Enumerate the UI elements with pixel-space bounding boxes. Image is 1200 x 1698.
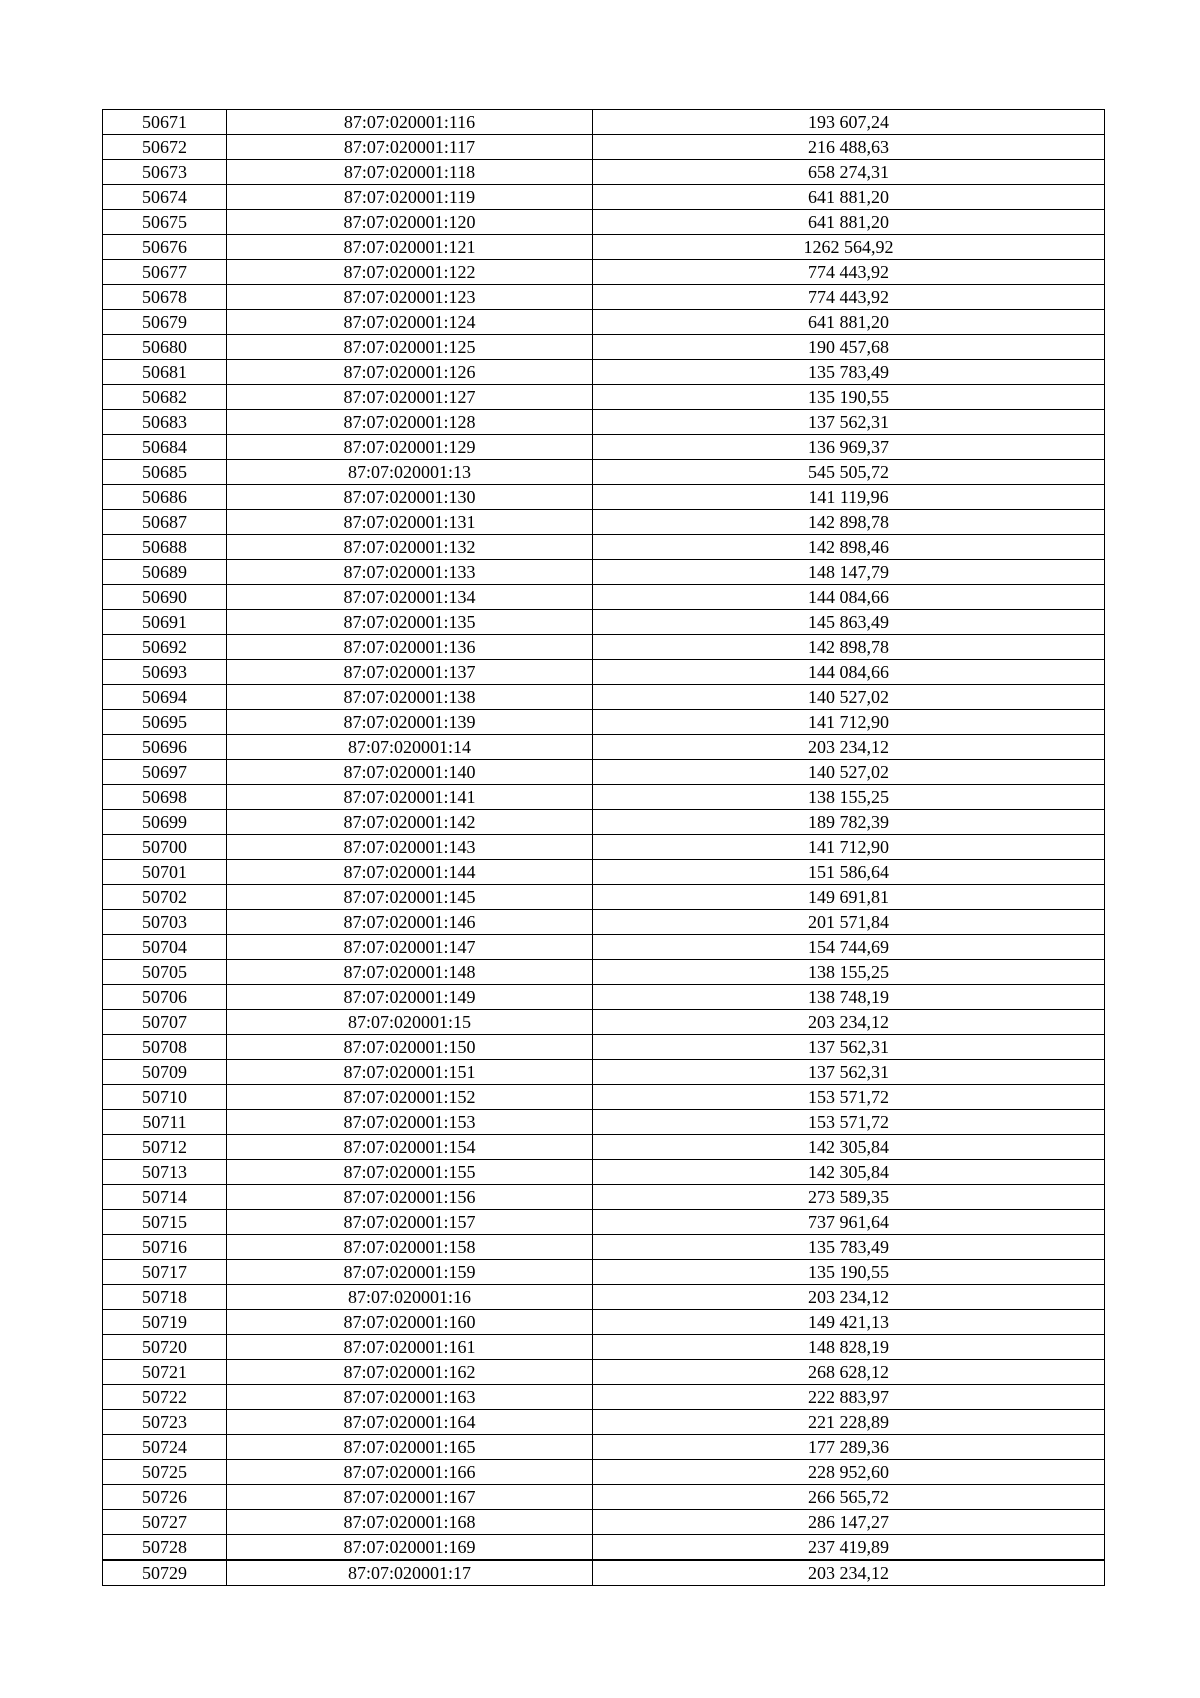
value-cell: 153 571,72: [593, 1085, 1105, 1110]
cadastral-number-cell: 87:07:020001:130: [227, 485, 593, 510]
value-cell: 545 505,72: [593, 460, 1105, 485]
value-cell: 193 607,24: [593, 110, 1105, 135]
row-number-cell: 50709: [103, 1060, 227, 1085]
table-row: [103, 1410, 1105, 1435]
table-row: [103, 460, 1105, 485]
value-cell: 142 305,84: [593, 1160, 1105, 1185]
value-cell: 135 190,55: [593, 1260, 1105, 1285]
cadastral-number-cell: 87:07:020001:162: [227, 1360, 593, 1385]
table-row: [103, 1185, 1105, 1210]
cadastral-number-cell: 87:07:020001:142: [227, 810, 593, 835]
cadastral-number-cell: 87:07:020001:120: [227, 210, 593, 235]
table-row: [103, 285, 1105, 310]
row-number-cell: 50721: [103, 1360, 227, 1385]
table-row: [103, 1485, 1105, 1510]
cadastral-number-cell: 87:07:020001:151: [227, 1060, 593, 1085]
row-number-cell: 50699: [103, 810, 227, 835]
table-row: [103, 785, 1105, 810]
value-cell: 641 881,20: [593, 210, 1105, 235]
value-cell: 641 881,20: [593, 310, 1105, 335]
table-row: [103, 935, 1105, 960]
cadastral-number-cell: 87:07:020001:134: [227, 585, 593, 610]
table-row: [103, 410, 1105, 435]
table-row: [103, 1085, 1105, 1110]
table-row: [103, 110, 1105, 135]
value-cell: 189 782,39: [593, 810, 1105, 835]
cadastral-number-cell: 87:07:020001:118: [227, 160, 593, 185]
cadastral-number-cell: 87:07:020001:167: [227, 1485, 593, 1510]
cadastral-number-cell: 87:07:020001:122: [227, 260, 593, 285]
cadastral-number-cell: 87:07:020001:156: [227, 1185, 593, 1210]
row-number-cell: 50676: [103, 235, 227, 260]
value-cell: 737 961,64: [593, 1210, 1105, 1235]
row-number-cell: 50715: [103, 1210, 227, 1235]
value-cell: 140 527,02: [593, 760, 1105, 785]
table-row: [103, 1135, 1105, 1160]
value-cell: 286 147,27: [593, 1510, 1105, 1535]
value-cell: 144 084,66: [593, 660, 1105, 685]
row-number-cell: 50718: [103, 1285, 227, 1310]
cadastral-number-cell: 87:07:020001:117: [227, 135, 593, 160]
value-cell: 142 898,78: [593, 510, 1105, 535]
row-number-cell: 50705: [103, 960, 227, 985]
table-row: [103, 660, 1105, 685]
cadastral-number-cell: 87:07:020001:16: [227, 1285, 593, 1310]
row-number-cell: 50687: [103, 510, 227, 535]
row-number-cell: 50710: [103, 1085, 227, 1110]
cadastral-number-cell: 87:07:020001:147: [227, 935, 593, 960]
row-number-cell: 50722: [103, 1385, 227, 1410]
cadastral-number-cell: 87:07:020001:17: [227, 1560, 593, 1586]
value-cell: 141 712,90: [593, 835, 1105, 860]
row-number-cell: 50723: [103, 1410, 227, 1435]
table-row: [103, 1360, 1105, 1385]
row-number-cell: 50711: [103, 1110, 227, 1135]
table-row: [103, 1510, 1105, 1535]
value-cell: 266 565,72: [593, 1485, 1105, 1510]
table-row: [103, 1260, 1105, 1285]
value-cell: 148 828,19: [593, 1335, 1105, 1360]
cadastral-number-cell: 87:07:020001:165: [227, 1435, 593, 1460]
value-cell: 273 589,35: [593, 1185, 1105, 1210]
value-cell: 153 571,72: [593, 1110, 1105, 1135]
row-number-cell: 50708: [103, 1035, 227, 1060]
table-row: [103, 135, 1105, 160]
value-cell: 237 419,89: [593, 1535, 1105, 1561]
cadastral-number-cell: 87:07:020001:131: [227, 510, 593, 535]
row-number-cell: 50688: [103, 535, 227, 560]
row-number-cell: 50697: [103, 760, 227, 785]
row-number-cell: 50680: [103, 335, 227, 360]
table-row: [103, 1010, 1105, 1035]
value-cell: 774 443,92: [593, 285, 1105, 310]
value-cell: 135 783,49: [593, 360, 1105, 385]
table-row: [103, 260, 1105, 285]
value-cell: 141 119,96: [593, 485, 1105, 510]
row-number-cell: 50677: [103, 260, 227, 285]
cadastral-number-cell: 87:07:020001:157: [227, 1210, 593, 1235]
value-cell: 138 155,25: [593, 785, 1105, 810]
cadastral-number-cell: 87:07:020001:125: [227, 335, 593, 360]
table-row: [103, 235, 1105, 260]
row-number-cell: 50671: [103, 110, 227, 135]
value-cell: 140 527,02: [593, 685, 1105, 710]
table-row: [103, 485, 1105, 510]
value-cell: 145 863,49: [593, 610, 1105, 635]
row-number-cell: 50713: [103, 1160, 227, 1185]
cadastral-number-cell: 87:07:020001:139: [227, 710, 593, 735]
cadastral-number-cell: 87:07:020001:152: [227, 1085, 593, 1110]
row-number-cell: 50729: [103, 1560, 227, 1586]
value-cell: 151 586,64: [593, 860, 1105, 885]
table-row: [103, 1235, 1105, 1260]
value-cell: 144 084,66: [593, 585, 1105, 610]
table-row: [103, 1460, 1105, 1485]
table-row: [103, 585, 1105, 610]
cadastral-value-table: [102, 109, 1105, 1586]
row-number-cell: 50728: [103, 1535, 227, 1561]
cadastral-number-cell: 87:07:020001:123: [227, 285, 593, 310]
table-row: [103, 910, 1105, 935]
cadastral-number-cell: 87:07:020001:154: [227, 1135, 593, 1160]
table-row: [103, 435, 1105, 460]
row-number-cell: 50703: [103, 910, 227, 935]
cadastral-number-cell: 87:07:020001:145: [227, 885, 593, 910]
row-number-cell: 50695: [103, 710, 227, 735]
row-number-cell: 50673: [103, 160, 227, 185]
value-cell: 137 562,31: [593, 1035, 1105, 1060]
row-number-cell: 50714: [103, 1185, 227, 1210]
cadastral-number-cell: 87:07:020001:159: [227, 1260, 593, 1285]
value-cell: 216 488,63: [593, 135, 1105, 160]
row-number-cell: 50720: [103, 1335, 227, 1360]
table-row: [103, 1210, 1105, 1235]
cadastral-number-cell: 87:07:020001:160: [227, 1310, 593, 1335]
table-row: [103, 860, 1105, 885]
cadastral-number-cell: 87:07:020001:153: [227, 1110, 593, 1135]
cadastral-number-cell: 87:07:020001:124: [227, 310, 593, 335]
cadastral-number-cell: 87:07:020001:155: [227, 1160, 593, 1185]
table-row: [103, 1335, 1105, 1360]
cadastral-number-cell: 87:07:020001:138: [227, 685, 593, 710]
value-cell: 149 691,81: [593, 885, 1105, 910]
table-row: [103, 1285, 1105, 1310]
row-number-cell: 50698: [103, 785, 227, 810]
row-number-cell: 50694: [103, 685, 227, 710]
cadastral-number-cell: 87:07:020001:158: [227, 1235, 593, 1260]
table-row: [103, 1310, 1105, 1335]
value-cell: 203 234,12: [593, 1560, 1105, 1586]
cadastral-number-cell: 87:07:020001:141: [227, 785, 593, 810]
row-number-cell: 50704: [103, 935, 227, 960]
row-number-cell: 50683: [103, 410, 227, 435]
row-number-cell: 50682: [103, 385, 227, 410]
row-number-cell: 50702: [103, 885, 227, 910]
table-row: [103, 310, 1105, 335]
table-row: [103, 760, 1105, 785]
value-cell: 135 190,55: [593, 385, 1105, 410]
row-number-cell: 50679: [103, 310, 227, 335]
cadastral-number-cell: 87:07:020001:14: [227, 735, 593, 760]
table-row: [103, 1435, 1105, 1460]
row-number-cell: 50696: [103, 735, 227, 760]
table-row: [103, 185, 1105, 210]
table-row: [103, 610, 1105, 635]
value-cell: 203 234,12: [593, 735, 1105, 760]
cadastral-number-cell: 87:07:020001:132: [227, 535, 593, 560]
value-cell: 228 952,60: [593, 1460, 1105, 1485]
cadastral-number-cell: 87:07:020001:148: [227, 960, 593, 985]
value-cell: 138 748,19: [593, 985, 1105, 1010]
value-cell: 177 289,36: [593, 1435, 1105, 1460]
cadastral-number-cell: 87:07:020001:168: [227, 1510, 593, 1535]
value-cell: 137 562,31: [593, 410, 1105, 435]
row-number-cell: 50717: [103, 1260, 227, 1285]
cadastral-number-cell: 87:07:020001:149: [227, 985, 593, 1010]
cadastral-number-cell: 87:07:020001:127: [227, 385, 593, 410]
row-number-cell: 50685: [103, 460, 227, 485]
row-number-cell: 50690: [103, 585, 227, 610]
cadastral-number-cell: 87:07:020001:13: [227, 460, 593, 485]
cadastral-number-cell: 87:07:020001:169: [227, 1535, 593, 1561]
table-row: [103, 160, 1105, 185]
table-row: [103, 1110, 1105, 1135]
table-row: [103, 885, 1105, 910]
cadastral-number-cell: 87:07:020001:135: [227, 610, 593, 635]
row-number-cell: 50726: [103, 1485, 227, 1510]
value-cell: 138 155,25: [593, 960, 1105, 985]
value-cell: 148 147,79: [593, 560, 1105, 585]
cadastral-number-cell: 87:07:020001:150: [227, 1035, 593, 1060]
cadastral-number-cell: 87:07:020001:166: [227, 1460, 593, 1485]
row-number-cell: 50681: [103, 360, 227, 385]
table-row: [103, 510, 1105, 535]
value-cell: 142 305,84: [593, 1135, 1105, 1160]
cadastral-number-cell: 87:07:020001:137: [227, 660, 593, 685]
table-row: [103, 560, 1105, 585]
value-cell: 190 457,68: [593, 335, 1105, 360]
row-number-cell: 50701: [103, 860, 227, 885]
cadastral-number-cell: 87:07:020001:163: [227, 1385, 593, 1410]
cadastral-number-cell: 87:07:020001:121: [227, 235, 593, 260]
value-cell: 136 969,37: [593, 435, 1105, 460]
cadastral-number-cell: 87:07:020001:119: [227, 185, 593, 210]
table-row: [103, 210, 1105, 235]
cadastral-number-cell: 87:07:020001:143: [227, 835, 593, 860]
value-cell: 774 443,92: [593, 260, 1105, 285]
value-cell: 268 628,12: [593, 1360, 1105, 1385]
row-number-cell: 50686: [103, 485, 227, 510]
table-row: [103, 635, 1105, 660]
value-cell: 201 571,84: [593, 910, 1105, 935]
cadastral-number-cell: 87:07:020001:128: [227, 410, 593, 435]
cadastral-number-cell: 87:07:020001:136: [227, 635, 593, 660]
table-row: [103, 385, 1105, 410]
cadastral-number-cell: 87:07:020001:146: [227, 910, 593, 935]
table-row: [103, 960, 1105, 985]
cadastral-number-cell: 87:07:020001:15: [227, 1010, 593, 1035]
table-row: [103, 360, 1105, 385]
value-cell: 221 228,89: [593, 1410, 1105, 1435]
row-number-cell: 50712: [103, 1135, 227, 1160]
table-row: [103, 1035, 1105, 1060]
table-row: [103, 735, 1105, 760]
table-row: [103, 710, 1105, 735]
row-number-cell: 50692: [103, 635, 227, 660]
value-cell: 203 234,12: [593, 1285, 1105, 1310]
value-cell: 222 883,97: [593, 1385, 1105, 1410]
row-number-cell: 50706: [103, 985, 227, 1010]
row-number-cell: 50707: [103, 1010, 227, 1035]
value-cell: 142 898,78: [593, 635, 1105, 660]
table-row: [103, 1060, 1105, 1085]
row-number-cell: 50716: [103, 1235, 227, 1260]
table-row: [103, 335, 1105, 360]
value-cell: 203 234,12: [593, 1010, 1105, 1035]
table-row: [103, 835, 1105, 860]
row-number-cell: 50691: [103, 610, 227, 635]
row-number-cell: 50684: [103, 435, 227, 460]
row-number-cell: 50674: [103, 185, 227, 210]
table-body: [103, 110, 1105, 1586]
row-number-cell: 50672: [103, 135, 227, 160]
table-row: [103, 1385, 1105, 1410]
row-number-cell: 50727: [103, 1510, 227, 1535]
value-cell: 641 881,20: [593, 185, 1105, 210]
row-number-cell: 50678: [103, 285, 227, 310]
cadastral-number-cell: 87:07:020001:116: [227, 110, 593, 135]
value-cell: 135 783,49: [593, 1235, 1105, 1260]
row-number-cell: 50724: [103, 1435, 227, 1460]
table-row: [103, 810, 1105, 835]
table-row: [103, 985, 1105, 1010]
value-cell: 1262 564,92: [593, 235, 1105, 260]
table-row: [103, 535, 1105, 560]
cadastral-number-cell: 87:07:020001:144: [227, 860, 593, 885]
row-number-cell: 50719: [103, 1310, 227, 1335]
row-number-cell: 50725: [103, 1460, 227, 1485]
row-number-cell: 50689: [103, 560, 227, 585]
row-number-cell: 50675: [103, 210, 227, 235]
cadastral-number-cell: 87:07:020001:126: [227, 360, 593, 385]
table-row: [103, 685, 1105, 710]
value-cell: 141 712,90: [593, 710, 1105, 735]
value-cell: 154 744,69: [593, 935, 1105, 960]
cadastral-number-cell: 87:07:020001:129: [227, 435, 593, 460]
cadastral-number-cell: 87:07:020001:161: [227, 1335, 593, 1360]
table-row: [103, 1535, 1105, 1561]
cadastral-number-cell: 87:07:020001:133: [227, 560, 593, 585]
cadastral-number-cell: 87:07:020001:164: [227, 1410, 593, 1435]
table-row: [103, 1160, 1105, 1185]
row-number-cell: 50693: [103, 660, 227, 685]
row-number-cell: 50700: [103, 835, 227, 860]
value-cell: 142 898,46: [593, 535, 1105, 560]
value-cell: 149 421,13: [593, 1310, 1105, 1335]
value-cell: 137 562,31: [593, 1060, 1105, 1085]
value-cell: 658 274,31: [593, 160, 1105, 185]
cadastral-number-cell: 87:07:020001:140: [227, 760, 593, 785]
table-row: [103, 1560, 1105, 1586]
